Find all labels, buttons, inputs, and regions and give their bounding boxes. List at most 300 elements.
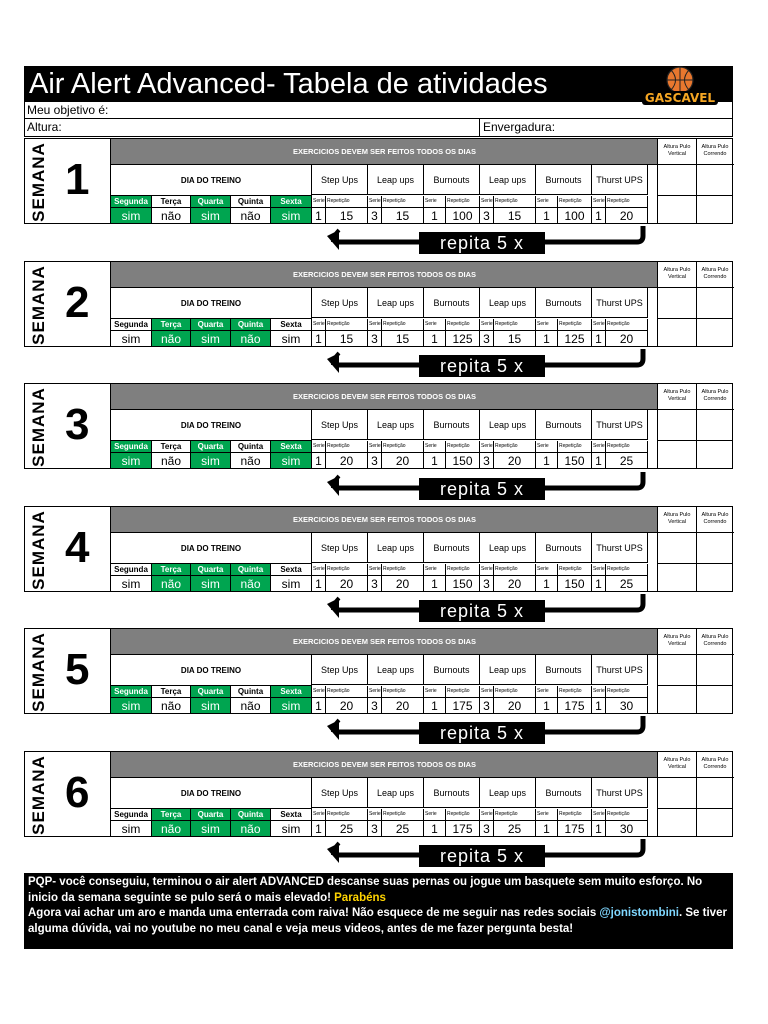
alt-correndo-label: Altura Pulo Correndo — [696, 139, 734, 165]
repeticao-label: Repetição — [446, 196, 480, 207]
serie-value: 3 — [480, 452, 494, 468]
day-header: Segunda — [111, 809, 152, 820]
day-value: sim — [191, 207, 231, 223]
alt-vertical-label: Altura Pulo Vertical — [658, 507, 696, 533]
repeticao-value: 25 — [326, 820, 368, 836]
day-header: Terça — [152, 441, 191, 452]
title-bar — [24, 66, 733, 105]
serie-value: 3 — [480, 697, 494, 713]
day-header: Segunda — [111, 441, 152, 452]
repeticao-label: Repetição — [326, 319, 368, 330]
exercise-header: Leap ups — [368, 655, 424, 685]
day-header: Sexta — [271, 319, 312, 330]
semana-label: SEMANA — [29, 387, 48, 467]
exercise-header: Leap ups — [368, 165, 424, 195]
exercise-banner: EXERCICIOS DEVEM SER FEITOS TODOS OS DIAS — [111, 262, 658, 288]
repeat-arrow — [325, 347, 651, 377]
alt-line — [658, 685, 733, 686]
week-number: 4 — [65, 523, 90, 572]
day-header: Segunda — [111, 686, 152, 697]
week-grid — [110, 629, 658, 713]
repeat-arrow — [325, 714, 651, 744]
day-header: Segunda — [111, 564, 152, 575]
serie-value: 1 — [312, 820, 326, 836]
serie-label: Serie — [368, 564, 382, 575]
day-value: sim — [271, 207, 312, 223]
serie-label: Serie — [480, 196, 494, 207]
repeticao-value: 100 — [446, 207, 480, 223]
serie-value: 1 — [312, 697, 326, 713]
serie-label: Serie — [424, 686, 446, 697]
week-label — [25, 752, 110, 836]
day-header: Sexta — [271, 564, 312, 575]
repeticao-label: Repetição — [446, 441, 480, 452]
footer-line2: Agora vai achar um aro e manda uma enterrada com raiva! Não esquece de me seguir nas redes sociais — [28, 907, 600, 919]
alt-correndo-label: Altura Pulo Correndo — [696, 507, 734, 533]
serie-label: Serie — [368, 319, 382, 330]
alt-line — [658, 808, 733, 809]
alt-divider — [696, 507, 697, 591]
semana-label: SEMANA — [29, 142, 48, 222]
alt-divider — [696, 139, 697, 223]
serie-value: 1 — [424, 575, 446, 591]
repeat-label: repita 5 x — [419, 355, 545, 377]
repeticao-label: Repetição — [558, 809, 592, 820]
exercise-header: Thurst UPS — [592, 655, 648, 685]
serie-value: 3 — [368, 452, 382, 468]
serie-value: 1 — [424, 330, 446, 346]
exercise-header: Step Ups — [312, 165, 368, 195]
footer-message — [24, 873, 733, 949]
training-day-label: DIA DO TREINO — [111, 288, 312, 319]
serie-label: Serie — [536, 196, 558, 207]
repeat-label: repita 5 x — [419, 478, 545, 500]
altura-columns — [657, 629, 733, 713]
alt-vertical-label: Altura Pulo Vertical — [658, 629, 696, 655]
repeticao-label: Repetição — [558, 686, 592, 697]
repeticao-value: 15 — [382, 330, 424, 346]
repeticao-label: Repetição — [558, 564, 592, 575]
serie-label: Serie — [592, 441, 606, 452]
day-header: Sexta — [271, 686, 312, 697]
footer-line1: PQP- você conseguiu, terminou o air alert ADVANCED descanse suas pernas ou jogue um basquete sem muito esforço. No inicio da semana seguinte se pulo será o mais elevado! — [28, 876, 703, 904]
repeticao-label: Repetição — [494, 319, 536, 330]
repeticao-value: 150 — [558, 452, 592, 468]
day-header: Terça — [152, 809, 191, 820]
serie-value: 1 — [312, 207, 326, 223]
repeticao-value: 15 — [326, 207, 368, 223]
exercise-header: Burnouts — [424, 778, 480, 808]
serie-label: Serie — [536, 686, 558, 697]
serie-value: 1 — [592, 330, 606, 346]
day-value: sim — [271, 697, 312, 713]
exercise-header: Leap ups — [480, 655, 536, 685]
week-grid — [110, 752, 658, 836]
exercise-header: Leap ups — [368, 778, 424, 808]
alt-line — [658, 440, 733, 441]
training-day-label: DIA DO TREINO — [111, 165, 312, 196]
exercise-banner: EXERCICIOS DEVEM SER FEITOS TODOS OS DIAS — [111, 629, 658, 655]
repeticao-value: 20 — [606, 207, 648, 223]
serie-value: 3 — [368, 207, 382, 223]
week-grid — [110, 507, 658, 591]
day-value: sim — [111, 452, 152, 468]
exercise-header: Burnouts — [536, 778, 592, 808]
exercise-header: Burnouts — [424, 533, 480, 563]
exercise-header: Step Ups — [312, 533, 368, 563]
repeticao-label: Repetição — [558, 196, 592, 207]
day-header: Segunda — [111, 319, 152, 330]
semana-label: SEMANA — [29, 265, 48, 345]
exercise-banner: EXERCICIOS DEVEM SER FEITOS TODOS OS DIAS — [111, 507, 658, 533]
training-day-label: DIA DO TREINO — [111, 778, 312, 809]
serie-label: Serie — [312, 441, 326, 452]
alt-line — [658, 318, 733, 319]
basketball-logo-icon — [634, 64, 726, 110]
exercise-header: Thurst UPS — [592, 165, 648, 195]
week-number: 2 — [65, 278, 90, 327]
day-value: sim — [111, 330, 152, 346]
serie-label: Serie — [480, 809, 494, 820]
week-number: 1 — [65, 155, 90, 204]
serie-value: 1 — [592, 697, 606, 713]
alt-vertical-label: Altura Pulo Vertical — [658, 262, 696, 288]
serie-value: 1 — [424, 207, 446, 223]
serie-value: 1 — [424, 820, 446, 836]
exercise-banner: EXERCICIOS DEVEM SER FEITOS TODOS OS DIAS — [111, 139, 658, 165]
day-value: sim — [271, 575, 312, 591]
exercise-header: Burnouts — [536, 655, 592, 685]
day-value: sim — [111, 575, 152, 591]
day-header: Segunda — [111, 196, 152, 207]
week-grid — [110, 384, 658, 468]
exercise-header: Step Ups — [312, 288, 368, 318]
day-value: não — [152, 575, 191, 591]
repeticao-label: Repetição — [606, 686, 648, 697]
alt-vertical-label: Altura Pulo Vertical — [658, 384, 696, 410]
serie-value: 3 — [368, 330, 382, 346]
exercise-header: Leap ups — [368, 288, 424, 318]
week-block — [24, 751, 733, 837]
exercise-header: Leap ups — [480, 533, 536, 563]
alt-correndo-label: Altura Pulo Correndo — [696, 262, 734, 288]
repeticao-label: Repetição — [494, 564, 536, 575]
repeticao-label: Repetição — [606, 564, 648, 575]
alt-vertical-label: Altura Pulo Vertical — [658, 752, 696, 778]
repeticao-label: Repetição — [446, 319, 480, 330]
serie-label: Serie — [424, 319, 446, 330]
week-label — [25, 629, 110, 713]
objective-row — [24, 102, 733, 119]
exercise-header: Thurst UPS — [592, 778, 648, 808]
week-grid — [110, 262, 658, 346]
repeticao-label: Repetição — [606, 809, 648, 820]
serie-label: Serie — [424, 809, 446, 820]
repeticao-label: Repetição — [446, 809, 480, 820]
serie-label: Serie — [592, 319, 606, 330]
serie-value: 1 — [312, 575, 326, 591]
repeticao-label: Repetição — [382, 319, 424, 330]
week-number: 5 — [65, 645, 90, 694]
repeticao-value: 20 — [382, 697, 424, 713]
repeticao-label: Repetição — [326, 441, 368, 452]
repeticao-label: Repetição — [494, 441, 536, 452]
day-header: Sexta — [271, 441, 312, 452]
serie-value: 3 — [480, 575, 494, 591]
day-value: não — [152, 697, 191, 713]
semana-label: SEMANA — [29, 755, 48, 835]
serie-label: Serie — [592, 809, 606, 820]
alt-correndo-label: Altura Pulo Correndo — [696, 384, 734, 410]
day-header: Quinta — [231, 564, 271, 575]
repeticao-value: 15 — [326, 330, 368, 346]
day-header: Sexta — [271, 809, 312, 820]
week-label — [25, 384, 110, 468]
serie-value: 1 — [424, 452, 446, 468]
altura-columns — [657, 752, 733, 836]
repeticao-value: 125 — [558, 330, 592, 346]
repeticao-value: 175 — [558, 697, 592, 713]
day-header: Terça — [152, 319, 191, 330]
repeticao-value: 100 — [558, 207, 592, 223]
day-header: Quarta — [191, 196, 231, 207]
serie-value: 1 — [536, 207, 558, 223]
repeticao-value: 150 — [446, 452, 480, 468]
day-value: sim — [111, 820, 152, 836]
serie-value: 1 — [536, 820, 558, 836]
repeat-arrow — [325, 837, 651, 867]
wingspan-label: Envergadura: — [483, 120, 556, 134]
serie-label: Serie — [592, 196, 606, 207]
repeticao-value: 15 — [494, 207, 536, 223]
week-grid — [110, 139, 658, 223]
repeticao-value: 125 — [446, 330, 480, 346]
alt-correndo-label: Altura Pulo Correndo — [696, 629, 734, 655]
day-header: Quinta — [231, 441, 271, 452]
repeticao-value: 20 — [382, 452, 424, 468]
day-header: Terça — [152, 686, 191, 697]
repeat-arrow — [325, 470, 651, 500]
serie-value: 3 — [480, 820, 494, 836]
serie-label: Serie — [424, 441, 446, 452]
exercise-header: Burnouts — [536, 288, 592, 318]
day-header: Terça — [152, 564, 191, 575]
serie-label: Serie — [536, 441, 558, 452]
repeticao-value: 30 — [606, 697, 648, 713]
repeticao-value: 15 — [494, 330, 536, 346]
repeticao-value: 25 — [494, 820, 536, 836]
serie-label: Serie — [368, 196, 382, 207]
alt-line — [658, 195, 733, 196]
training-day-label: DIA DO TREINO — [111, 410, 312, 441]
training-day-label: DIA DO TREINO — [111, 655, 312, 686]
day-header: Quinta — [231, 196, 271, 207]
serie-label: Serie — [424, 564, 446, 575]
repeticao-label: Repetição — [494, 809, 536, 820]
week-label — [25, 262, 110, 346]
week-label — [25, 139, 110, 223]
repeticao-label: Repetição — [446, 564, 480, 575]
exercise-header: Burnouts — [536, 410, 592, 440]
serie-label: Serie — [480, 564, 494, 575]
repeticao-label: Repetição — [326, 686, 368, 697]
day-value: não — [231, 207, 271, 223]
repeticao-label: Repetição — [382, 564, 424, 575]
day-header: Sexta — [271, 196, 312, 207]
serie-label: Serie — [312, 686, 326, 697]
repeticao-label: Repetição — [494, 686, 536, 697]
repeticao-value: 20 — [326, 452, 368, 468]
exercise-header: Step Ups — [312, 410, 368, 440]
repeticao-value: 150 — [446, 575, 480, 591]
exercise-header: Step Ups — [312, 778, 368, 808]
day-value: não — [231, 330, 271, 346]
repeat-arrow — [325, 592, 651, 622]
serie-value: 3 — [480, 330, 494, 346]
day-value: sim — [111, 697, 152, 713]
repeticao-value: 20 — [494, 697, 536, 713]
serie-label: Serie — [368, 809, 382, 820]
serie-value: 3 — [480, 207, 494, 223]
day-value: sim — [271, 452, 312, 468]
semana-label: SEMANA — [29, 510, 48, 590]
repeticao-label: Repetição — [446, 686, 480, 697]
day-value: não — [152, 330, 191, 346]
exercise-header: Thurst UPS — [592, 533, 648, 563]
serie-value: 1 — [312, 330, 326, 346]
training-day-label: DIA DO TREINO — [111, 533, 312, 564]
day-header: Quarta — [191, 319, 231, 330]
repeticao-value: 20 — [494, 452, 536, 468]
exercise-header: Thurst UPS — [592, 410, 648, 440]
serie-value: 1 — [536, 697, 558, 713]
repeticao-value: 15 — [382, 207, 424, 223]
day-value: sim — [191, 330, 231, 346]
serie-value: 1 — [592, 820, 606, 836]
serie-value: 1 — [592, 452, 606, 468]
exercise-header: Thurst UPS — [592, 288, 648, 318]
exercise-header: Burnouts — [536, 165, 592, 195]
day-header: Quarta — [191, 441, 231, 452]
serie-label: Serie — [312, 809, 326, 820]
footer-handle: @jonistombini — [599, 907, 679, 919]
serie-value: 1 — [424, 697, 446, 713]
height-label: Altura: — [27, 120, 62, 134]
serie-value: 1 — [536, 452, 558, 468]
serie-value: 1 — [536, 575, 558, 591]
day-value: não — [231, 575, 271, 591]
footer-line3: . Se tiver alguma dúvida, vai no youtube no meu canal e veja meus videos, antes de me fazer pergunta besta! — [28, 907, 727, 935]
week-label — [25, 507, 110, 591]
repeticao-label: Repetição — [606, 196, 648, 207]
repeticao-label: Repetição — [326, 564, 368, 575]
serie-label: Serie — [592, 564, 606, 575]
day-header: Quarta — [191, 809, 231, 820]
serie-label: Serie — [480, 319, 494, 330]
serie-label: Serie — [480, 441, 494, 452]
repeticao-value: 25 — [382, 820, 424, 836]
repeticao-value: 20 — [606, 330, 648, 346]
repeat-label: repita 5 x — [419, 722, 545, 744]
day-value: não — [231, 697, 271, 713]
week-block — [24, 383, 733, 469]
week-block — [24, 628, 733, 714]
divider — [479, 119, 480, 136]
repeticao-label: Repetição — [494, 196, 536, 207]
exercise-banner: EXERCICIOS DEVEM SER FEITOS TODOS OS DIAS — [111, 752, 658, 778]
repeticao-value: 25 — [606, 575, 648, 591]
exercise-header: Leap ups — [480, 778, 536, 808]
exercise-header: Leap ups — [480, 288, 536, 318]
repeticao-label: Repetição — [606, 441, 648, 452]
repeticao-label: Repetição — [382, 196, 424, 207]
repeticao-value: 175 — [446, 697, 480, 713]
repeticao-value: 20 — [326, 697, 368, 713]
day-value: sim — [191, 452, 231, 468]
footer-parabens: Parabéns — [334, 891, 386, 904]
repeticao-value: 25 — [606, 452, 648, 468]
repeticao-label: Repetição — [382, 809, 424, 820]
serie-label: Serie — [312, 564, 326, 575]
day-value: sim — [271, 820, 312, 836]
day-value: sim — [271, 330, 312, 346]
week-number: 3 — [65, 400, 90, 449]
header-block — [24, 66, 733, 137]
day-value: sim — [191, 820, 231, 836]
exercise-header: Leap ups — [480, 410, 536, 440]
day-value: não — [231, 820, 271, 836]
day-header: Terça — [152, 196, 191, 207]
measure-row — [24, 119, 733, 137]
alt-divider — [696, 262, 697, 346]
repeticao-value: 20 — [326, 575, 368, 591]
svg-text:GASCAVEL: GASCAVEL — [644, 91, 716, 105]
week-block — [24, 261, 733, 347]
exercise-header: Leap ups — [480, 165, 536, 195]
exercise-header: Burnouts — [424, 655, 480, 685]
serie-label: Serie — [368, 686, 382, 697]
serie-label: Serie — [424, 196, 446, 207]
repeat-label: repita 5 x — [419, 600, 545, 622]
repeat-label: repita 5 x — [419, 232, 545, 254]
page-title: Air Alert Advanced- Tabela de atividades — [29, 68, 548, 100]
week-number: 6 — [65, 768, 90, 817]
repeticao-label: Repetição — [326, 809, 368, 820]
serie-label: Serie — [312, 196, 326, 207]
altura-columns — [657, 262, 733, 346]
serie-value: 1 — [312, 452, 326, 468]
repeticao-value: 20 — [494, 575, 536, 591]
serie-label: Serie — [312, 319, 326, 330]
repeat-arrow — [325, 224, 651, 254]
alt-divider — [696, 752, 697, 836]
repeticao-label: Repetição — [382, 441, 424, 452]
alt-divider — [696, 629, 697, 713]
exercise-header: Burnouts — [424, 288, 480, 318]
objective-label: Meu objetivo é: — [27, 103, 109, 117]
exercise-banner: EXERCICIOS DEVEM SER FEITOS TODOS OS DIAS — [111, 384, 658, 410]
semana-label: SEMANA — [29, 632, 48, 712]
serie-label: Serie — [536, 564, 558, 575]
day-value: sim — [191, 575, 231, 591]
week-block — [24, 506, 733, 592]
alt-line — [658, 563, 733, 564]
altura-columns — [657, 507, 733, 591]
serie-value: 1 — [592, 575, 606, 591]
repeticao-value: 20 — [382, 575, 424, 591]
alt-correndo-label: Altura Pulo Correndo — [696, 752, 734, 778]
alt-divider — [696, 384, 697, 468]
